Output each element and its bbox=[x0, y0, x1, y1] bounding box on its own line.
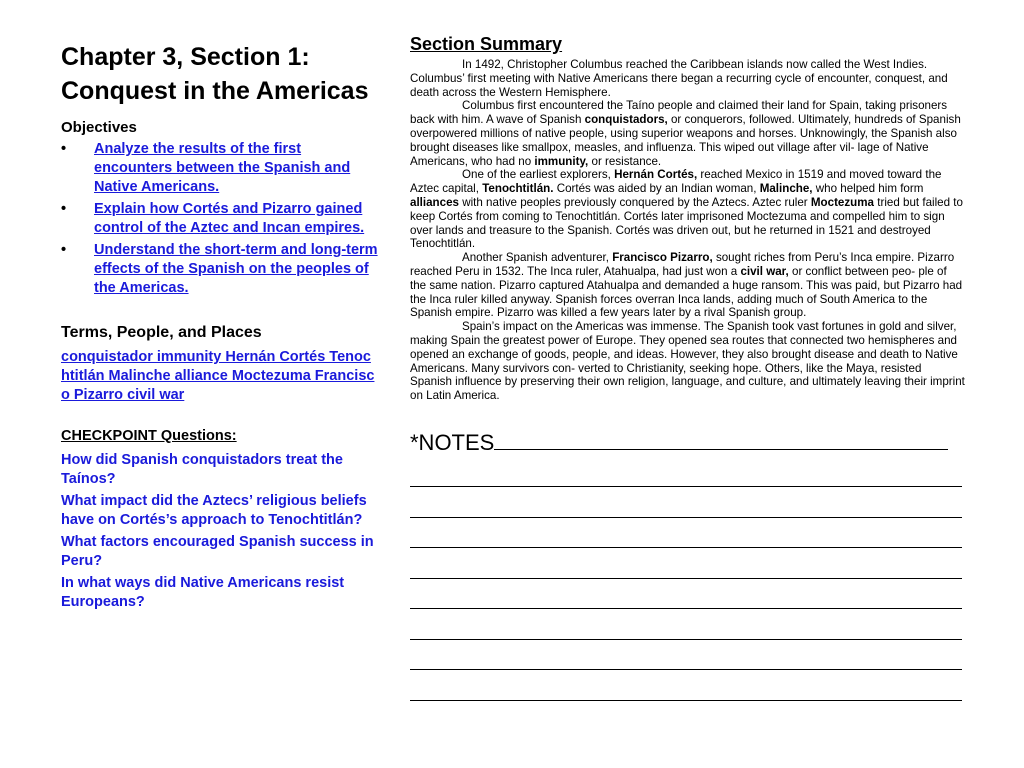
section-summary bbox=[410, 58, 966, 403]
key-term: conquistadors, bbox=[584, 113, 668, 127]
bullet-icon: • bbox=[61, 141, 67, 157]
key-term: immunity, bbox=[534, 154, 589, 168]
summary-text: tried but failed to keep Cortés from coming to Tenochtitlán. Cortés later imprisoned Moctezuma and compelled him to sign over lands and treasure to the Spanish. Cortés was driven out, but he returned in 1521 and destroyed Tenochtitlán. bbox=[410, 195, 963, 251]
summary-text: Cortés was aided by an Indian woman, bbox=[553, 182, 760, 196]
objectives-heading: Objectives bbox=[61, 119, 137, 136]
checkpoint-question: What factors encouraged Spanish success in Peru? bbox=[61, 534, 374, 569]
notes-area bbox=[410, 429, 966, 457]
bullet-icon: • bbox=[61, 201, 67, 217]
summary-paragraph: Spain’s impact on the Americas was immense. The Spanish took vast fortunes in gold and silver, making Spain the greatest power of Europe. They opened sea routes that connected two hemispheres and opened an exchange of goods, people, and ideas. However, they also brought disease and death to Native Americans. Many survivors con- verted to Christianity, seeking hope. Others, like the Maya, resisted Spanish influence by preserving their own religion, language, and culture, and ultimately leaving their imprint on Latin America. bbox=[410, 320, 965, 403]
checkpoint-question: What impact did the Aztecs’ religious beliefs have on Cortés’s approach to Tenochtitlán? bbox=[61, 493, 367, 528]
note-line[interactable] bbox=[410, 518, 962, 549]
note-line[interactable] bbox=[410, 487, 962, 518]
note-line[interactable] bbox=[410, 609, 962, 640]
terms-heading: Terms, People, and Places bbox=[61, 324, 262, 341]
summary-text: or conquerors, followed. Ultimately, hundreds of Spanish overpowered millions of native people, using superior weapons and horses. Unknowingly, the Spanish also brought diseases like smallpox, measles, and influenza. This wiped out village after vil- lage of Native Americans, who had no bbox=[410, 113, 961, 168]
checkpoint-questions bbox=[61, 451, 379, 612]
summary-paragraph: In 1492, Christopher Columbus reached the Caribbean islands now called the West Indies. Columbus’ first meeting with Native Americans there began a recurring cycle of encounter, conquest, and death across the Western Hemisphere. bbox=[410, 58, 948, 99]
section-summary-heading: Section Summary bbox=[410, 34, 563, 54]
summary-text: who helped him form bbox=[812, 182, 924, 196]
objectives-list bbox=[61, 140, 379, 298]
note-line[interactable] bbox=[410, 548, 962, 579]
summary-text: with native peoples previously conquered by the Aztecs. Aztec ruler bbox=[459, 195, 811, 209]
objective-link[interactable]: Analyze the results of the first encounters between the Spanish and Native Americans. bbox=[94, 141, 351, 195]
note-line[interactable] bbox=[410, 579, 962, 610]
summary-paragraph bbox=[410, 99, 966, 168]
key-term: Tenochtitlán. bbox=[482, 182, 554, 196]
bullet-icon: • bbox=[61, 242, 67, 258]
note-line[interactable] bbox=[410, 670, 962, 701]
notes-label: *NOTES bbox=[410, 429, 495, 455]
objective-item bbox=[61, 200, 379, 238]
summary-text: reached Mexico in 1519 and moved toward the Aztec capital, bbox=[410, 168, 942, 196]
note-line[interactable] bbox=[410, 457, 962, 488]
key-term: alliances bbox=[410, 195, 459, 209]
chapter-title-line2: Conquest in the Americas bbox=[61, 77, 369, 105]
summary-text: Columbus first encountered the Taíno people and claimed their land for Spain, taking prisoners back with him. A wave of Spanish bbox=[410, 99, 948, 127]
notes-lines bbox=[410, 457, 966, 701]
summary-paragraph bbox=[410, 251, 966, 320]
objective-link[interactable]: Understand the short-term and long-term effects of the Spanish on the peoples of the Americas. bbox=[94, 242, 378, 296]
key-term: Malinche, bbox=[759, 182, 813, 196]
key-term: Hernán Cortés, bbox=[614, 168, 698, 182]
summary-paragraph bbox=[410, 168, 966, 251]
terms-links[interactable]: conquistador immunity Hernán Cortés Tenochtitlán Malinche alliance Moctezuma Francisco Pizarro civil war bbox=[61, 349, 375, 403]
key-term: Moctezuma bbox=[810, 195, 875, 209]
summary-text: One of the earliest explorers, bbox=[462, 168, 615, 182]
chapter-title bbox=[61, 40, 379, 108]
chapter-title-line1: Chapter 3, Section 1: bbox=[61, 43, 310, 71]
key-term: civil war, bbox=[740, 264, 789, 278]
objective-item bbox=[61, 241, 379, 298]
checkpoint-question: In what ways did Native Americans resist Europeans? bbox=[61, 575, 345, 610]
right-column bbox=[410, 32, 966, 701]
objective-link[interactable]: Explain how Cortés and Pizarro gained control of the Aztec and Incan empires. bbox=[94, 201, 365, 236]
summary-text: sought riches from Peru’s Inca empire. Pizarro reached Peru in 1532. The Inca ruler, Atahualpa, had just won a bbox=[410, 251, 955, 278]
summary-text: or conflict between peo- ple of the same nation. Pizarro captured Atahualpa and demanded a huge ransom. This was paid, but Pizarro had the Inca ruler killed anyway. Spanish forces overran Inca lands, adding much of South America to the Spanish empire. Pizarro was killed a few years later by a rival Spanish group. bbox=[410, 264, 963, 320]
left-column bbox=[61, 40, 379, 615]
summary-text: Another Spanish adventurer, bbox=[462, 251, 613, 265]
notes-blank[interactable] bbox=[494, 431, 948, 450]
checkpoint-heading: CHECKPOINT Questions: bbox=[61, 428, 237, 444]
key-term: Francisco Pizarro, bbox=[612, 251, 713, 265]
note-line[interactable] bbox=[410, 640, 962, 671]
checkpoint-question: How did Spanish conquistadors treat the Taínos? bbox=[61, 452, 343, 487]
objective-item bbox=[61, 140, 379, 197]
summary-text: or resistance. bbox=[588, 154, 662, 168]
